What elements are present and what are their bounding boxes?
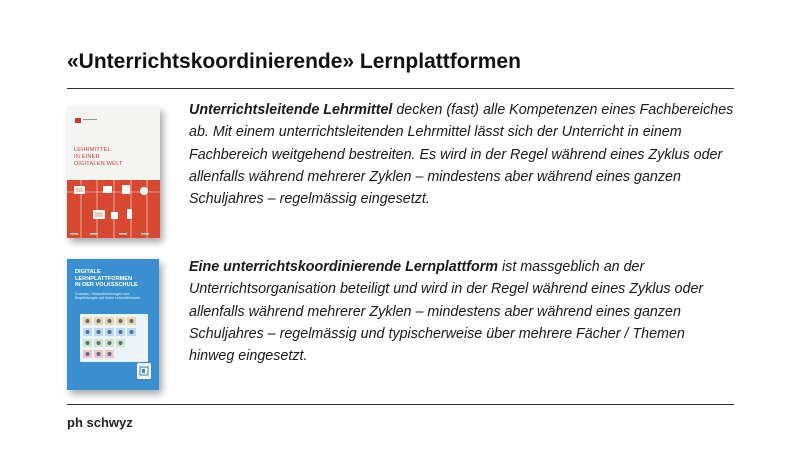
- paragraph-lernplattform: [189, 256, 734, 367]
- book2-icon-grid-graphic: [80, 314, 148, 362]
- paragraph-lehrmittel: [189, 99, 734, 210]
- paragraph1-body: decken (fast) alle Kompetenzen eines Fachbereiches ab. Mit einem unterrichtsleitenden Lehrmittel lässt sich der Unterricht in einem Fachbereich weitgehend bestreiten. Es wird in der Regel während eines Zyklus oder allenfalls während mehrerer Zyklen – mindestens aber während eines ganzen Schuljahres – regelmässig eingesetzt.: [189, 102, 734, 208]
- footer-divider: [67, 404, 734, 405]
- paragraph1-lead: Unterrichtsleitende Lehrmittel: [189, 102, 393, 118]
- publisher-logo-icon: [75, 118, 81, 123]
- book2-title-line: LERNPLATTFORMEN: [75, 275, 133, 282]
- book1-title-line: IN EINER: [74, 154, 100, 160]
- book-cover-lehrmittel: [67, 107, 160, 238]
- book2-subtitle: [75, 292, 153, 301]
- book1-illustration-band: [67, 180, 160, 238]
- book2-title-line: DIGITALE: [75, 269, 101, 275]
- book2-icon-grid: [80, 314, 148, 362]
- paragraph2-body: ist massgeblich an der Unterrichtsorganisation beteiligt und wird in der Regel während eines Zyklus oder allenfalls während mehrerer Zyklen – mindestens aber während eines ganzen Schuljahres – regelmässig und typischerweise über mehrere Fächer / Themen hinweg eingesetzt.: [189, 259, 704, 365]
- footer-brand: ph schwyz: [67, 415, 133, 430]
- paragraph2-lead: Eine unterrichtskoordinierende Lernplattform: [189, 259, 499, 275]
- book2-publisher-badge-icon: [137, 363, 151, 379]
- slide-title: «Unterrichtskoordinierende» Lernplattformen: [67, 50, 521, 73]
- book2-subtitle-line: Chancen, Herausforderungen und: [75, 292, 130, 296]
- book-cover-lernplattformen: [67, 259, 159, 390]
- publisher-logo-text-line: [83, 119, 97, 120]
- book1-title: [74, 147, 158, 168]
- book1-illustration: [67, 180, 160, 238]
- book2-subtitle-line: Empfehlungen auf einen Lehrmittelmarkt: [75, 296, 140, 301]
- book2-title-line: IN DER VOLKSSCHULE: [75, 282, 138, 288]
- book1-title-line: DIGITALEN WELT: [74, 161, 123, 167]
- book1-title-line: LEHRMITTEL: [74, 147, 111, 153]
- title-divider: [67, 88, 734, 89]
- book2-title: [75, 269, 157, 289]
